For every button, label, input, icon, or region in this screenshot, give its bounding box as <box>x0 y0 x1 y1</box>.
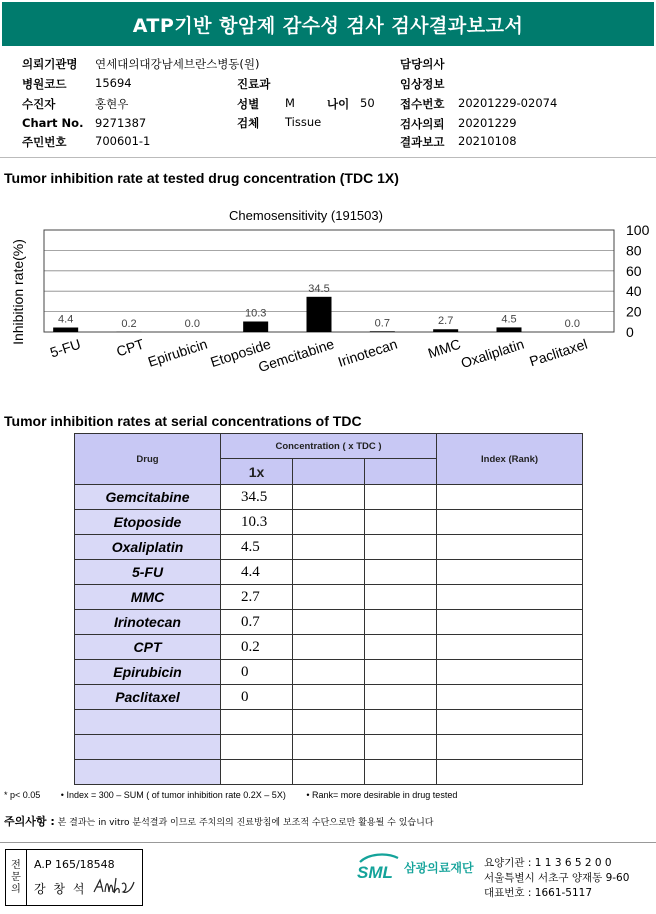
index-rank-cell <box>437 485 583 510</box>
conc-header-blank <box>293 459 365 485</box>
data-label: 4.5 <box>501 313 517 326</box>
index-rank-cell <box>437 535 583 560</box>
y-tick-label: 0 <box>626 324 634 340</box>
x-category-label: Epirubicin <box>145 335 210 370</box>
table-row <box>75 610 583 635</box>
department-label: 진료과 <box>237 77 271 91</box>
empty-value-cell <box>293 735 365 760</box>
empty-value-cell <box>293 710 365 735</box>
request-value: 20201229 <box>458 116 517 130</box>
address: 서울특별시 서초구 양재동 9-60 <box>484 872 630 884</box>
drug-name-cell: CPT <box>75 635 221 660</box>
table-row <box>75 685 583 710</box>
chart-label: Chart No. <box>22 116 84 130</box>
bar-gemcitabine <box>307 297 332 332</box>
institution-contact <box>484 856 629 901</box>
data-label: 0.7 <box>374 317 390 330</box>
table-row <box>75 660 583 685</box>
bar-5-fu <box>53 328 78 332</box>
hospital-code-value: 15694 <box>95 76 132 90</box>
doctor-label: 담당의사 <box>400 57 445 71</box>
y-tick-label: 80 <box>626 242 642 259</box>
empty-value-cell <box>365 560 437 585</box>
report-date-value: 20210108 <box>458 134 517 148</box>
value-1x-cell: 0.7 <box>221 610 293 635</box>
section-title-tdc1x: Tumor inhibition rate at tested drug concentration (TDC 1X) <box>4 170 399 186</box>
empty-value-cell <box>365 660 437 685</box>
index-rank-cell <box>437 760 583 785</box>
index-rank-cell <box>437 735 583 760</box>
license-number: A.P 165/18548 <box>34 858 115 871</box>
x-category-label: Paclitaxel <box>527 335 590 370</box>
signature-box <box>5 849 143 906</box>
report-title-banner <box>2 2 654 46</box>
report-title: ATP기반 항암제 감수성 검사 검사결과보고서 <box>132 14 524 37</box>
x-category-label: 5-FU <box>48 335 83 361</box>
empty-value-cell <box>365 635 437 660</box>
footer-divider <box>0 842 656 843</box>
index-rank-cell <box>437 610 583 635</box>
specialist-label: 전 문 의 <box>6 850 27 905</box>
data-label: 34.5 <box>308 282 330 295</box>
sml-logo <box>356 852 474 882</box>
y-tick-label: 20 <box>626 303 642 320</box>
x-category-label: MMC <box>425 335 463 362</box>
rank-definition: • Rank= more desirable in drug tested <box>306 790 458 800</box>
sml-logo-icon <box>356 852 402 882</box>
index-rank-cell <box>437 585 583 610</box>
empty-value-cell <box>293 610 365 635</box>
collector-value: 홍현우 <box>95 97 129 111</box>
empty-value-cell <box>365 735 437 760</box>
empty-drug-cell <box>75 760 221 785</box>
value-1x-cell: 0.2 <box>221 635 293 660</box>
table-row <box>75 760 583 785</box>
institution-code: 요양기관 : 1 1 3 6 5 2 0 0 <box>484 857 612 869</box>
x-category-label: Irinotecan <box>335 335 400 370</box>
value-1x-cell: 4.4 <box>221 560 293 585</box>
table-row <box>75 635 583 660</box>
institution-label: 의뢰기관명 <box>22 57 78 71</box>
bar-oxaliplatin <box>497 327 522 332</box>
index-rank-cell <box>437 660 583 685</box>
empty-value-cell <box>293 635 365 660</box>
svg-text:SML: SML <box>357 863 393 882</box>
collector-label: 수진자 <box>22 97 56 111</box>
table-row <box>75 485 583 510</box>
specimen-value: Tissue <box>285 115 322 129</box>
table-row <box>75 560 583 585</box>
y-axis-label: Inhibition rate(%) <box>10 239 26 345</box>
divider <box>0 157 656 158</box>
empty-value-cell <box>293 760 365 785</box>
empty-value-cell <box>365 685 437 710</box>
id-label: 주민번호 <box>22 135 67 149</box>
empty-value-cell <box>365 485 437 510</box>
clinical-info-label: 임상정보 <box>400 77 445 91</box>
empty-drug-cell <box>75 710 221 735</box>
drug-column-header: Drug <box>75 434 221 485</box>
table-row <box>75 510 583 535</box>
empty-value-cell <box>221 735 293 760</box>
x-category-label: Gemcitabine <box>256 335 336 376</box>
value-1x-cell: 0 <box>221 685 293 710</box>
empty-value-cell <box>365 760 437 785</box>
chemosensitivity-chart <box>0 200 656 410</box>
table-row <box>75 735 583 760</box>
id-value: 700601-1 <box>95 134 151 148</box>
caution-text: 본 결과는 in vitro 분석결과 이므로 주치의의 진료방침에 보조적 수단으로만 활용될 수 있습니다 <box>57 818 434 828</box>
index-rank-cell <box>437 510 583 535</box>
request-label: 검사의뢰 <box>400 117 445 131</box>
empty-value-cell <box>365 610 437 635</box>
empty-value-cell <box>293 685 365 710</box>
concentration-header: Concentration ( x TDC ) <box>221 434 437 459</box>
bar-mmc <box>433 329 458 332</box>
footnotes <box>4 790 457 800</box>
caution-label: 주의사항 : <box>4 815 55 828</box>
index-rank-cell <box>437 560 583 585</box>
empty-value-cell <box>365 535 437 560</box>
x-category-label: CPT <box>114 335 146 360</box>
specimen-label: 검체 <box>237 116 260 130</box>
value-1x-cell: 4.5 <box>221 535 293 560</box>
y-tick-label: 40 <box>626 283 642 300</box>
index-rank-cell <box>437 685 583 710</box>
data-label: 0.2 <box>121 317 137 330</box>
empty-value-cell <box>293 510 365 535</box>
empty-value-cell <box>293 535 365 560</box>
conc-header-blank <box>365 459 437 485</box>
doctor-name: 강 창 석 <box>34 882 87 896</box>
bar-etoposide <box>243 321 268 332</box>
data-label: 10.3 <box>244 307 267 320</box>
empty-value-cell <box>293 660 365 685</box>
conc-1x-header: 1x <box>221 459 293 485</box>
bar-irinotecan <box>370 331 395 332</box>
drug-name-cell: Irinotecan <box>75 610 221 635</box>
section-title-serial: Tumor inhibition rates at serial concentrations of TDC <box>4 413 362 429</box>
empty-value-cell <box>365 585 437 610</box>
sex-value: M <box>285 96 295 110</box>
receipt-label: 접수번호 <box>400 97 445 111</box>
drug-name-cell: MMC <box>75 585 221 610</box>
hospital-code-label: 병원코드 <box>22 77 67 91</box>
drug-name-cell: Gemcitabine <box>75 485 221 510</box>
empty-value-cell <box>221 710 293 735</box>
data-label: 4.4 <box>58 313 74 326</box>
sex-label: 성별 <box>237 97 260 111</box>
value-1x-cell: 2.7 <box>221 585 293 610</box>
report-date-label: 결과보고 <box>400 135 445 149</box>
table-row <box>75 710 583 735</box>
y-tick-label: 60 <box>626 262 642 279</box>
empty-value-cell <box>293 585 365 610</box>
drug-name-cell: Paclitaxel <box>75 685 221 710</box>
index-rank-cell <box>437 635 583 660</box>
empty-value-cell <box>365 510 437 535</box>
chart-value: 9271387 <box>95 116 147 130</box>
data-label: 0.0 <box>564 318 580 330</box>
index-rank-cell <box>437 710 583 735</box>
empty-value-cell <box>221 760 293 785</box>
drug-name-cell: Etoposide <box>75 510 221 535</box>
drug-name-cell: Oxaliplatin <box>75 535 221 560</box>
table-row <box>75 585 583 610</box>
data-label: 0.0 <box>184 318 200 330</box>
value-1x-cell: 0 <box>221 660 293 685</box>
foundation-name: 삼광의료재단 <box>404 860 474 875</box>
empty-value-cell <box>365 710 437 735</box>
receipt-value: 20201229-02074 <box>458 96 558 110</box>
empty-drug-cell <box>75 735 221 760</box>
drug-name-cell: Epirubicin <box>75 660 221 685</box>
data-label: 2.7 <box>438 315 454 328</box>
signature-icon <box>92 874 136 898</box>
age-value: 50 <box>360 96 375 110</box>
pvalue-note: * p< 0.05 <box>4 790 41 800</box>
value-1x-cell: 10.3 <box>221 510 293 535</box>
institution-value: 연세대의대강남세브란스병동(원) <box>95 57 260 71</box>
empty-value-cell <box>293 485 365 510</box>
value-1x-cell: 34.5 <box>221 485 293 510</box>
drug-name-cell: 5-FU <box>75 560 221 585</box>
phone: 대표번호 : 1661-5117 <box>484 887 593 899</box>
x-category-label: Etoposide <box>208 335 273 371</box>
chart-title: Chemosensitivity (191503) <box>229 208 383 223</box>
age-label: 나이 <box>327 97 350 111</box>
tdc-results-table <box>74 433 583 785</box>
table-row <box>75 535 583 560</box>
y-tick-label: 100 <box>626 222 650 238</box>
caution-note <box>4 813 434 829</box>
index-definition: • Index = 300 – SUM ( of tumor inhibition rate 0.2X – 5X) <box>60 790 286 800</box>
x-category-label: Oxaliplatin <box>458 335 526 372</box>
index-rank-header: Index (Rank) <box>437 434 583 485</box>
empty-value-cell <box>293 560 365 585</box>
